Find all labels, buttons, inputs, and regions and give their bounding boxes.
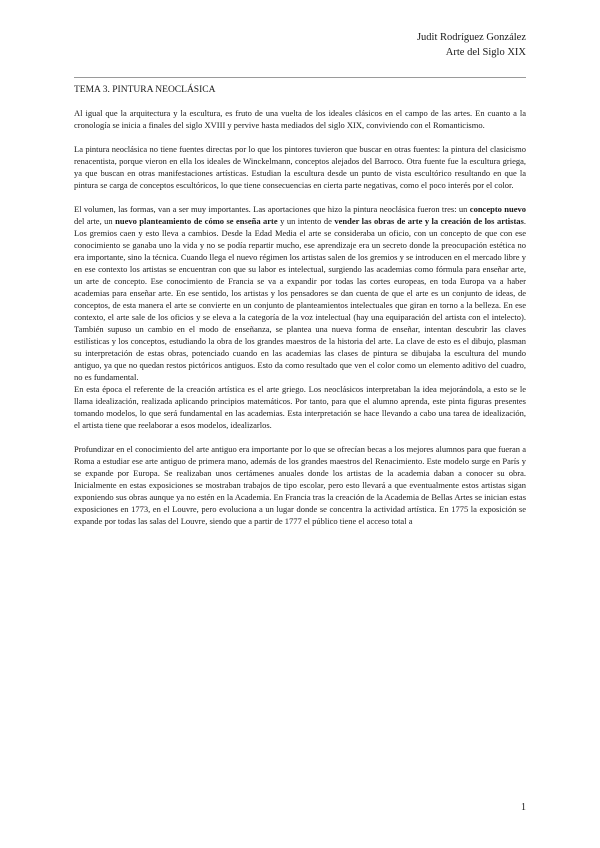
document-title: TEMA 3. PINTURA NEOCLÁSICA	[74, 85, 216, 95]
paragraph-4: En esta época el referente de la creación artística es el arte griego. Los neoclásicos interpretaban la idea mejorándola, a esto se le llama idealización, realizada aplicando principios matemáticos. Por tanto, para que el alumno aprenda, este pinta figuras presentes tomando modelos, lo que será fundamental en las academias. Esta interpretación se hace llevando a cabo una tarea de idealización, el artista tiene que reelaborar a esos modelos, idealizarlos.	[74, 384, 526, 430]
paragraph-3	[74, 203, 526, 383]
header-author: Judit Rodríguez González	[416, 32, 526, 43]
paragraph-3-bold-3: vender las obras de arte y la creación de los artistas	[334, 216, 524, 226]
header-divider	[74, 77, 526, 78]
paragraph-5: Profundizar en el conocimiento del arte antiguo era importante por lo que se ofrecían becas a los mejores alumnos para que fueran a Roma a estudiar ese arte antiguo de primera mano, además de los grandes maestros del Renacimiento. Este modelo surge en París y se expande por Europa. Se realizaban unos certámenes anuales donde los artistas de la academia daban a conocer su obra. Inicialmente en estas exposiciones se mostraban trabajos de tipo escolar, pero esto llevará a que eventualmente estos artistas sigan exponiendo sus obras aunque ya no estén en la Academia. En Francia tras la creación de la Academia de Bellas Artes se inician estas exposiciones en 1773, en el Louvre, pero evoluciona a un lugar donde se concentra la actividad artística. En 1775 la exposición se expande por todas las salas del Louvre, siendo que a partir de 1777 el público tiene el acceso total a	[74, 444, 526, 526]
paragraph-2: La pintura neoclásica no tiene fuentes directas por lo que los pintores tuvieron que buscar en otras fuentes: la pintura del clasicismo renacentista, porque vieron en ella los ideales de Winckelmann, conceptos alejados del Barroco. Otra fuente fue la escultura griega, ya que buscan en otras manifestaciones artísticas. Estudian la escultura desde un punto de vista escultórico resultando en que la pintura se carga de conceptos escultóricos, lo que tiene consecuencias en cierta parte negativas, como el poco interés por el color.	[74, 144, 526, 190]
header-course: Arte del Siglo XIX	[445, 47, 526, 58]
paragraph-3-bold-1: concepto nuevo	[469, 204, 526, 214]
paragraph-3-text-c: del arte, un	[74, 216, 116, 226]
paragraph-3-text-d: y un intento de	[277, 216, 335, 226]
page-number: 1	[521, 802, 526, 813]
document-body	[74, 84, 526, 539]
paragraph-1: Al igual que la arquitectura y la escultura, es fruto de una vuelta de los ideales clásicos en el campo de las artes. En cuanto a la cronología se inicia a finales del siglo XVIII y pervive hasta mediados del siglo XIX, conviviendo con el Romanticismo.	[74, 108, 526, 130]
paragraph-3-text-a: El volumen, las formas, van a ser muy importantes. Las aportaciones que hizo la pintura neoclásica fueron tres: un	[74, 204, 470, 214]
paragraph-3-bold-2: nuevo planteamiento de cómo se enseña arte	[115, 216, 278, 226]
paragraph-3-text-e: . Los gremios caen y esto lleva a cambios. Desde la Edad Media el arte se consideraba un oficio, con un concepto de que con ese conocimiento se ganaba uno la vida y no se podía repartir mucho, ese aprendizaje era un secreto donde la preocupación estética no era importante, sino la técnica. Cuando llega el nuevo régimen los artistas salen de los gremios y se introducen en el mercado libre y en ese contexto los artistas se encuentran con que su labor es intelectual, surgiendo las academias como fórmula para enseñar arte, un arte de concepto. Ese conocimiento de Francia se va a expandir por todas las cortes europeas, en toda Europa va a haber academias para enseñar arte. En ese sentido, los artistas y los pensadores se dan cuenta de que el arte es un conjunto de ideas, de conceptos, de esta manera el arte se convierte en un conjunto de planteamientos intelectuales que giran en torno a la belleza. En ese contexto, el arte sale de los oficios y se eleva a la categoría de la voz intelectual (hay una equiparación del artista con el intelecto). También supuso un cambio en el modo de enseñanza, se plantea una nueva forma de enseñar, intentan descubrir las claves estilísticas y los conceptos, estudiando la obra de los grandes maestros de la historia del arte. La clave de esto es el dibujo, plasman su interpretación de estas obras, potenciado cuando en las academias las clases de pintura se dibujaba la escultura del mundo antiguo, ya que no quedan restos pictóricos antiguos. Esto da como resultado que ven el color como un elemento aditivo del cuadro, no es fundamental.	[74, 216, 526, 382]
page-header	[417, 30, 526, 60]
